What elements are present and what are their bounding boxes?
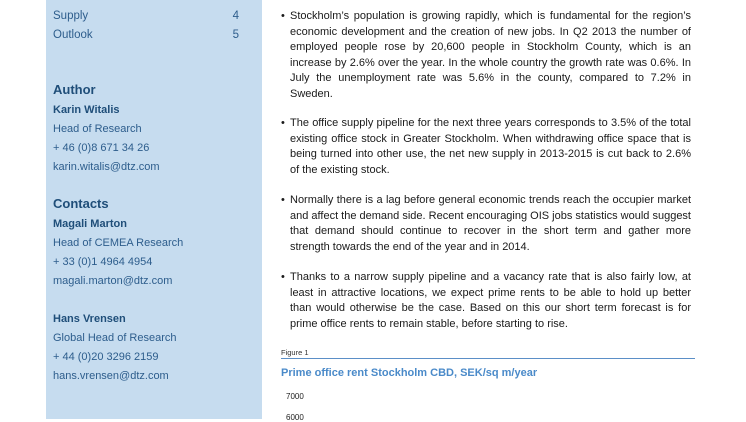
bullet-paragraph	[281, 9, 691, 102]
bullet-glyph: •	[281, 271, 285, 283]
bullet-paragraph	[281, 193, 691, 255]
bullet-text: Stockholm’s population is growing rapidly, which is fundamental for the region’s economic development and the creation of new jobs. In Q2 2013 the number of employed people rose by 20,600 people in Stockholm County, which is an increase by 2.6% over the year. In the whole country the growth rate was 0.6%. In July the unemployment rate was 5.6% in the county, compared to 7.2% in Sweden.	[290, 10, 691, 100]
author-phone: + 46 (0)8 671 34 26	[53, 142, 150, 154]
axis-tick-label: 6000	[286, 413, 304, 422]
toc-item-label: Outlook	[53, 29, 93, 41]
bullet-text: Normally there is a lag before general economic trends reach the occupier market and affect the demand side. Recent encouraging OIS jobs statistics would suggest that demand should continue to recover in the short term and gather more strength towards the end of the year and in 2014.	[290, 194, 691, 253]
contact-title: Global Head of Research	[53, 332, 177, 344]
contacts-heading: Contacts	[53, 196, 109, 211]
bullet-text: Thanks to a narrow supply pipeline and a vacancy rate that is also fairly low, at least in attractive locations, we expect prime rents to be able to hold up better than would otherwise be the case. Based on this our short term forecast is for prime office rents to remain stable, before starting to rise.	[290, 271, 691, 330]
toc-item-page: 4	[232, 10, 239, 22]
sidebar	[46, 0, 262, 419]
toc-item-page: 5	[232, 29, 239, 41]
figure-label: Figure 1	[281, 348, 309, 357]
toc-item-label: Supply	[53, 10, 89, 22]
toc-item-outlook[interactable]	[53, 29, 239, 41]
contact-name: Hans Vrensen	[53, 313, 126, 325]
bullet-paragraph	[281, 270, 691, 332]
axis-tick-label: 7000	[286, 392, 304, 401]
author-email[interactable]: karin.witalis@dtz.com	[53, 161, 160, 173]
contact-title: Head of CEMEA Research	[53, 237, 184, 249]
bullet-glyph: •	[281, 194, 285, 206]
author-title: Head of Research	[53, 123, 142, 135]
contact-phone: + 44 (0)20 3296 2159	[53, 351, 159, 363]
figure-rule	[281, 358, 695, 359]
author-name: Karin Witalis	[53, 104, 120, 116]
contact-name: Magali Marton	[53, 218, 127, 230]
author-heading: Author	[53, 82, 96, 97]
bullet-paragraph	[281, 116, 691, 178]
bullet-text: The office supply pipeline for the next three years corresponds to 3.5% of the total existing office stock in Greater Stockholm. When withdrawing office space that is being turned into other use, the net new supply in 2013-2015 is cut back to 2.6% of the existing stock.	[290, 117, 691, 176]
bullet-glyph: •	[281, 10, 285, 22]
bullet-glyph: •	[281, 117, 285, 129]
figure-title: Prime office rent Stockholm CBD, SEK/sq m/year	[281, 367, 538, 379]
contact-phone: + 33 (0)1 4964 4954	[53, 256, 153, 268]
contact-email[interactable]: magali.marton@dtz.com	[53, 275, 173, 287]
toc-item-supply[interactable]	[53, 10, 239, 22]
contact-email[interactable]: hans.vrensen@dtz.com	[53, 370, 169, 382]
